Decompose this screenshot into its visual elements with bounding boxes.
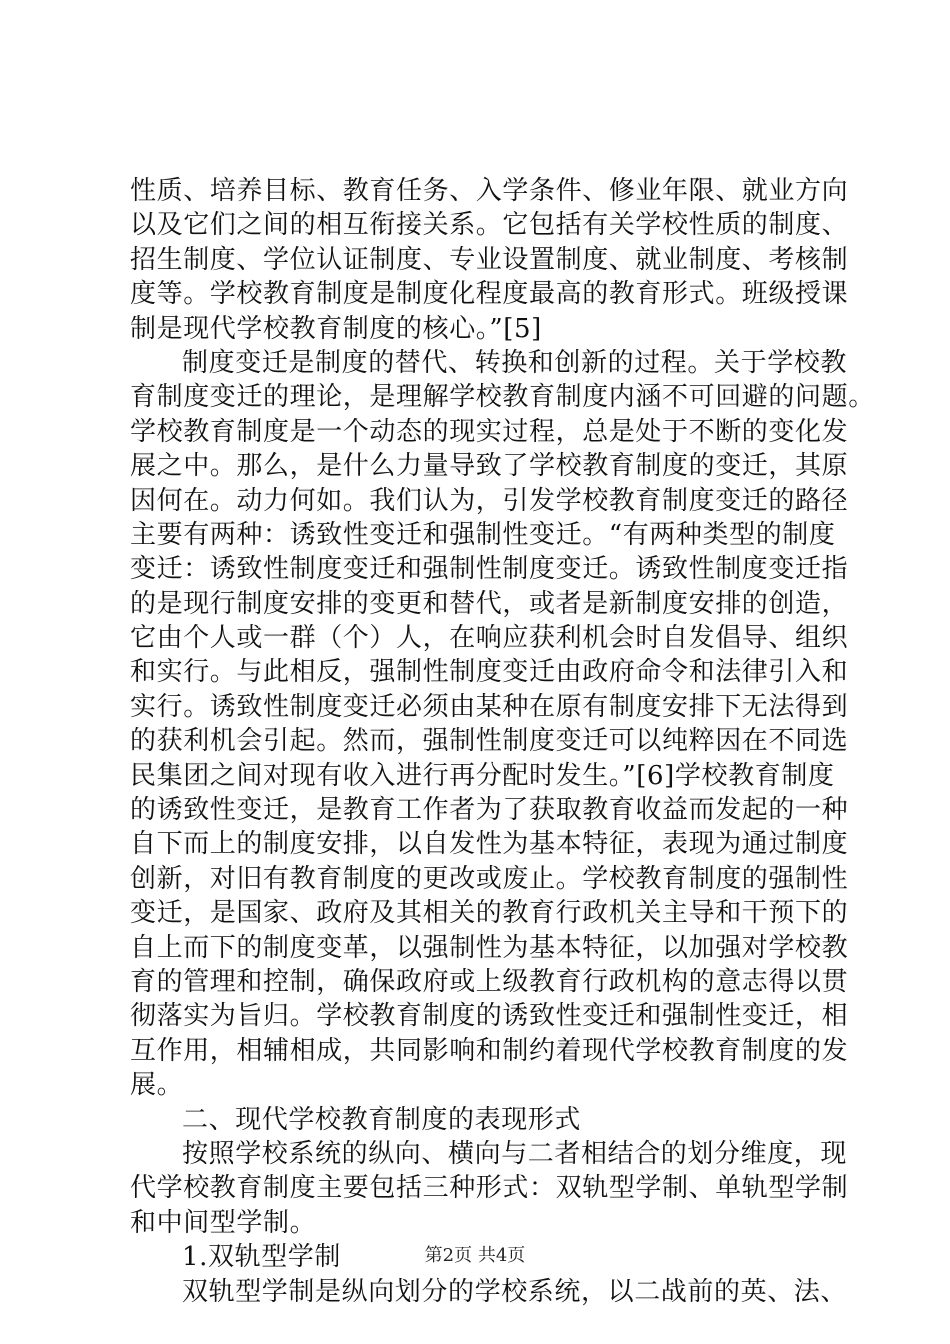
page-number-footer: 第2页 共4页: [424, 1245, 526, 1266]
text-line: 性质、培养目标、教育任务、入学条件、修业年限、就业方向: [130, 176, 849, 206]
text-line: 和中间型学制。: [130, 1207, 317, 1238]
text-line: 自下而上的制度安排，以自发性为基本特征，表现为通过制度: [130, 829, 849, 860]
text-line: 彻落实为旨归。学校教育制度的诱致性变迁和强制性变迁，相: [130, 1001, 849, 1032]
text-line: 育制度变迁的理论，是理解学校教育制度内涵不可回避的问题。: [130, 382, 875, 413]
text-line: 变迁，是国家、政府及其相关的教育行政机关主导和干预下的: [130, 898, 849, 929]
text-line: 实行。诱致性制度变迁必须由某种在原有制度安排下无法得到: [130, 691, 849, 722]
text-line: 它由个人或一群（个）人，在响应获利机会时自发倡导、组织: [130, 623, 849, 654]
text-line: 创新，对旧有教育制度的更改或废止。学校教育制度的强制性: [130, 863, 849, 894]
text-line: 民集团之间对现有收入进行再分配时发生。”[6]学校教育制度: [130, 760, 835, 791]
text-line: 主要有两种：诱致性变迁和强制性变迁。“有两种类型的制度: [130, 519, 836, 550]
text-line: 制是现代学校教育制度的核心。”[5]: [130, 313, 542, 344]
text-line: 学校教育制度是一个动态的现实过程，总是处于不断的变化发: [130, 416, 849, 447]
text-line: 育的管理和控制，确保政府或上级教育行政机构的意志得以贯: [130, 966, 849, 997]
text-line: 和实行。与此相反，强制性制度变迁由政府命令和法律引入和: [130, 657, 849, 688]
subsection-heading: 1.双轨型学制: [182, 1242, 342, 1273]
text-line: 变迁：诱致性制度变迁和强制性制度变迁。诱致性制度变迁指: [130, 554, 849, 585]
body-text: [130, 174, 875, 1309]
text-line: 因何在。动力何如。我们认为，引发学校教育制度变迁的路径: [130, 485, 849, 516]
text-line: 展之中。那么，是什么力量导致了学校教育制度的变迁，其原: [130, 451, 849, 482]
paragraph-first-line: 按照学校系统的纵向、横向与二者相结合的划分维度，现: [182, 1138, 848, 1169]
text-line: 的获利机会引起。然而，强制性制度变迁可以纯粹因在不同选: [130, 726, 849, 757]
section-heading: 二、现代学校教育制度的表现形式: [182, 1104, 582, 1135]
text-line: 互作用，相辅相成，共同影响和制约着现代学校教育制度的发: [130, 1035, 849, 1066]
paragraph-first-line: 制度变迁是制度的替代、转换和创新的过程。关于学校教: [182, 347, 848, 378]
paragraph-first-line: 双轨型学制是纵向划分的学校系统，以二战前的英、法、: [182, 1276, 848, 1307]
text-line: 的诱致性变迁，是教育工作者为了获取教育收益而发起的一种: [130, 795, 849, 826]
text-line: 招生制度、学位认证制度、专业设置制度、就业制度、考核制: [130, 244, 849, 275]
text-line: 度等。学校教育制度是制度化程度最高的教育形式。班级授课: [130, 279, 849, 310]
text-line: 代学校教育制度主要包括三种形式：双轨型学制、单轨型学制: [130, 1173, 849, 1204]
text-line: 展。: [130, 1070, 184, 1101]
text-line: 自上而下的制度变革，以强制性为基本特征，以加强对学校教: [130, 932, 849, 963]
text-line: 的是现行制度安排的变更和替代，或者是新制度安排的创造，: [130, 588, 849, 619]
text-line: 以及它们之间的相互衔接关系。它包括有关学校性质的制度、: [130, 210, 849, 241]
